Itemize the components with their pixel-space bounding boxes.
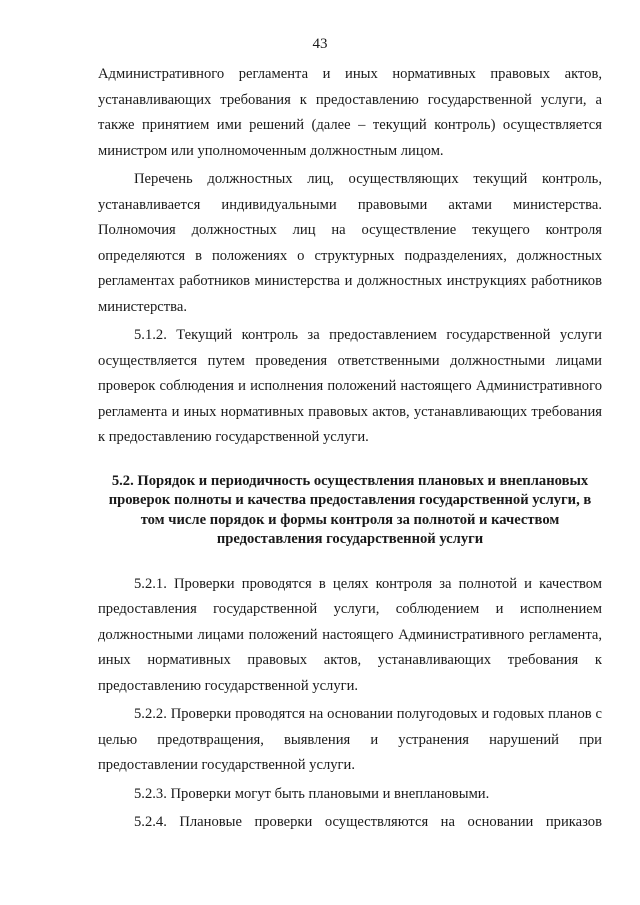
paragraph-continuation: Административного регламента и иных нормативных правовых актов, устанавливающих требования к предоставлению государственной услуги, а также принятием ими решений (далее – текущий контроль) осуществляется министром или уполномоченным должностным лицом. — [98, 66, 602, 159]
paragraph-5-2-2: 5.2.2. Проверки проводятся на основании полугодовых и годовых планов с целью предотвращения, выявления и устранения нарушений при предоставлении государственной услуги. — [98, 706, 602, 773]
section-heading-5-2: 5.2. Порядок и периодичность осуществления плановых и внеплановых проверок полноты и качества предоставления государственной услуги, в том числе порядок и формы контроля за полнотой и качеством предоставления государственной услуги — [108, 472, 592, 547]
paragraph-5-2-1: 5.2.1. Проверки проводятся в целях контроля за полнотой и качеством предоставления государственной услуги, соблюдением и исполнением должностными лицами положений настоящего Административного регламента, иных нормативных правовых актов, устанавливающих требования к предоставлению государственной услуги. — [98, 575, 602, 694]
document-body — [98, 62, 602, 836]
paragraph-5-2-4: 5.2.4. Плановые проверки осуществляются на основании приказов — [134, 814, 602, 830]
paragraph-5-2-3: 5.2.3. Проверки могут быть плановыми и внеплановыми. — [134, 785, 490, 802]
page-number: 43 — [312, 36, 328, 52]
paragraph-5-1-2: 5.1.2. Текущий контроль за предоставлением государственной услуги осуществляется путем проведения ответственными должностными лицами проверок соблюдения и исполнения положений настоящего Административного регламента и иных нормативных правовых актов, устанавливающих требования к предоставлению государственной услуги. — [98, 327, 602, 445]
paragraph-officials-list: Перечень должностных лиц, осуществляющих текущий контроль, устанавливается индивидуальными правовыми актами министерства. Полномочия должностных лиц на осуществление текущего контроля определяются в положениях о структурных подразделениях, должностных регламентах работников министерства и должностных инструкциях работников министерства. — [98, 171, 602, 315]
